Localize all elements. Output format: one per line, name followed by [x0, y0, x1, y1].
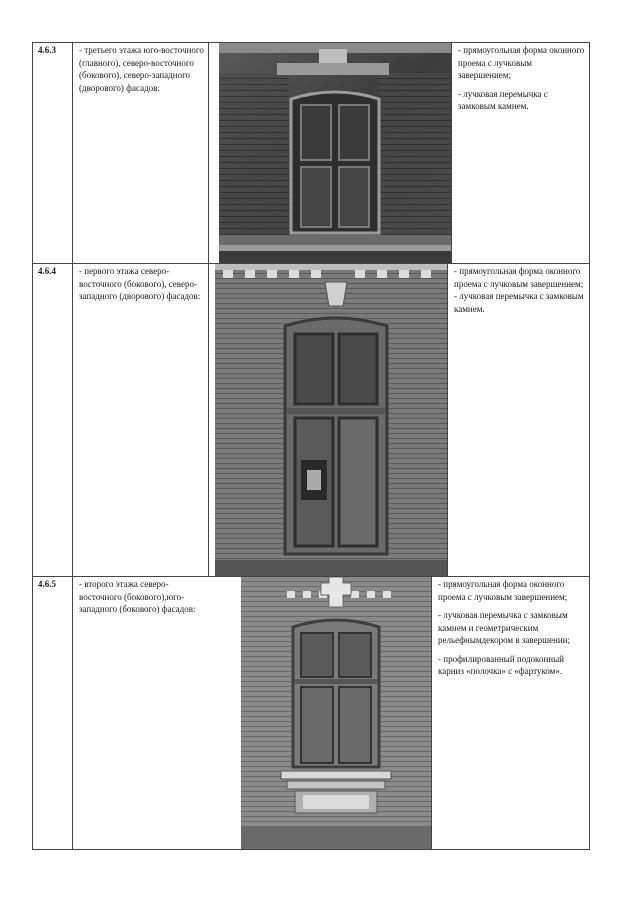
feature-item: - лучковая перемычка с замковым камнем и геометрическим рельефнымдекором в завершении; [438, 610, 570, 645]
item-number: 4.6.3 [38, 45, 56, 55]
window-photo [219, 43, 451, 263]
item-number-cell [33, 577, 73, 849]
table-row [33, 577, 589, 849]
features-list [458, 44, 585, 119]
table-row [33, 43, 589, 264]
elements-table [32, 42, 590, 850]
feature-item: - лучковая перемычка с замковым камнем. [454, 291, 584, 314]
item-description: - второго этажа северо-восточного (бокового),юго-западного (бокового) фасадов: [79, 579, 196, 614]
feature-item: - прямоугольная форма оконного проема с лучковым завершением; [458, 45, 585, 80]
item-number-cell [33, 264, 73, 576]
window-photo-image [219, 43, 451, 263]
item-number: 4.6.4 [38, 266, 56, 276]
feature-item: - прямоугольная форма оконного проема с лучковым завершением; [454, 266, 584, 289]
features-list [454, 265, 585, 321]
features-cell [447, 264, 589, 576]
window-photo-image [241, 577, 431, 849]
item-number-cell [33, 43, 73, 263]
feature-item: - лучковая перемычка с замковым камнем. [458, 88, 548, 111]
feature-item: - прямоугольная форма оконного проема с лучковым завершением; [438, 579, 568, 602]
features-cell [451, 43, 589, 263]
features-list [438, 578, 585, 684]
item-number: 4.6.5 [38, 579, 56, 589]
feature-item: - профилированный подоконный карниз «полочка» с «фартуком». [438, 653, 564, 676]
features-cell [431, 577, 589, 849]
window-photo-image [215, 264, 447, 576]
window-photo [215, 264, 447, 576]
description-cell [73, 43, 209, 263]
item-description: - первого этажа северо-восточного (бокового), северо-западного (дворового) фасадов: [79, 266, 201, 301]
table-row [33, 264, 589, 577]
item-description: - третьего этажа юго-восточного (главного), северо-восточного (бокового), северо-западного (дворового) фасадов: [79, 45, 204, 93]
description-cell [73, 264, 209, 576]
window-photo [241, 577, 431, 849]
